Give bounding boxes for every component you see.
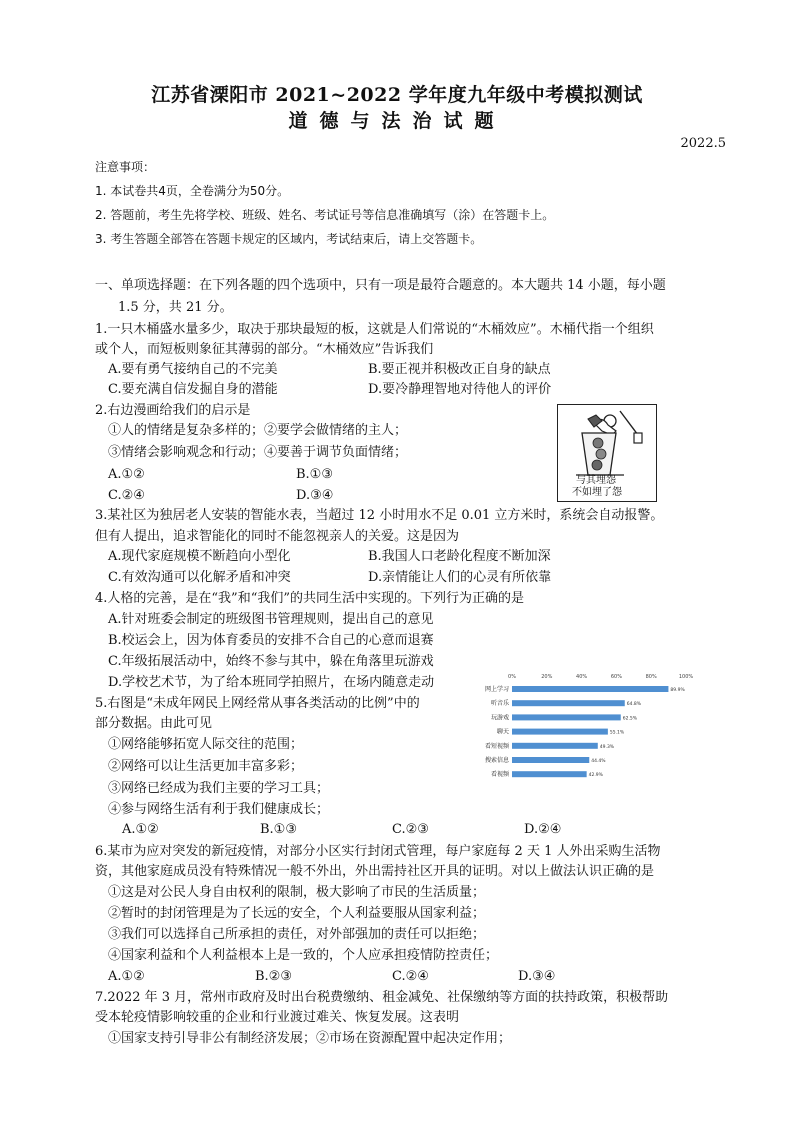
q4-option-b: B.校运会上，因为体育委员的安排不合自己的心意而退赛 (108, 633, 434, 648)
q7-stem-line1: 7.2022 年 3 月，常州市政府及时出台税费缴纳、租金减免、社保缴纳等方面的扶持政策，积极帮助 (95, 990, 669, 1005)
q1-stem-line1: 1.一只木桶盛水量多少，取决于那块最短的板，这就是人们常说的“木桶效应”。木桶代指一个组织 (95, 322, 654, 337)
q5-option-b: B.①③ (260, 822, 297, 837)
data-label: 49.3% (599, 744, 615, 750)
q5-bar-chart (476, 672, 694, 790)
data-label: 55.1% (609, 730, 625, 736)
section-heading-line1: 一、单项选择题：在下列各题的四个选项中，只有一项是最符合题意的。本大题共 14 小题，每小题 (95, 278, 666, 293)
category-label: 搜索信息 (484, 757, 509, 764)
q5-stem-line1: 5.右图是“未成年网民上网经常从事各类活动的比例”中的 (95, 696, 420, 711)
category-label: 看视频 (490, 771, 509, 779)
q6-stem-line1: 6.某市为应对突发的新冠疫情，对部分小区实行封闭式管理，每户家庭每 2 天 1 人外出采购生活物 (95, 844, 661, 859)
q5-statement-3: ③网络已经成为我们主要的学习工具； (108, 781, 330, 796)
q5-option-c: C.②③ (392, 822, 429, 837)
q2-stem: 2.右边漫画给我们的启示是 (95, 403, 251, 418)
q1-option-c: C.要充满自信发掘自身的潜能 (108, 382, 278, 397)
bar (512, 714, 621, 720)
data-label: 42.9% (588, 773, 603, 779)
q5-statement-1: ①网络能够拓宽人际交往的范围； (108, 737, 304, 752)
q2-option-b: B.①③ (296, 467, 333, 482)
q6-option-d: D.③④ (518, 969, 556, 984)
q4-option-d: D.学校艺术节，为了给本班同学拍照片，在场内随意走动 (108, 675, 435, 690)
q3-stem-line2: 但有人提出，追求智能化的同时不能忽视亲人的关爱。这是因为 (95, 529, 460, 544)
q6-option-a: A.①② (108, 969, 145, 984)
q3-option-c: C.有效沟通可以化解矛盾和冲突 (108, 570, 291, 585)
x-tick-label: 0% (508, 674, 516, 680)
q6-option-c: C.②④ (392, 969, 429, 984)
bar (512, 771, 587, 777)
cartoon-caption-2: 不如埋了怨 (572, 487, 622, 498)
q5-stem-line2: 部分数据。由此可见 (95, 716, 213, 731)
x-tick-label: 80% (645, 674, 657, 680)
q4-stem: 4.人格的完善，是在“我”和“我们”的共同生活中实现的。下列行为正确的是 (95, 591, 524, 606)
q4-option-a: A.针对班委会制定的班级图书管理规则，提出自己的意见 (108, 612, 434, 627)
q1-option-a: A.要有勇气接纳自己的不完美 (108, 362, 278, 377)
q3-option-b: B.我国人口老龄化程度不断加深 (368, 549, 551, 564)
data-label: 89.9% (670, 688, 685, 693)
x-tick-label: 60% (610, 674, 622, 680)
x-tick-label: 20% (541, 674, 553, 680)
q3-stem-line1: 3.某社区为独居老人安装的智能水表，当超过 12 小时用水不足 0.01 立方米时，系统会自动报警。 (95, 508, 664, 523)
q5-option-a: A.①② (122, 822, 159, 837)
q1-option-d: D.要冷静理智地对待他人的评价 (368, 382, 552, 397)
q1-stem-line2: 或个人，而短板则象征其薄弱的部分。“木桶效应”告诉我们 (95, 342, 434, 357)
q6-statement-2: ②暂时的封闭管理是为了长远的安全，个人利益要服从国家利益； (108, 906, 486, 921)
q4-option-c: C.年级拓展活动中，始终不参与其中，躲在角落里玩游戏 (108, 654, 434, 669)
q6-option-b: B.②③ (255, 969, 292, 984)
q1-option-b: B.要正视并积极改正自身的缺点 (368, 362, 551, 377)
category-label: 听音乐 (490, 700, 509, 708)
q6-statement-4: ④国家利益和个人利益根本上是一致的，个人应承担疫情防控责任； (108, 948, 499, 963)
q3-option-a: A.现代家庭规模不断趋向小型化 (108, 549, 291, 564)
x-tick-label: 100% (678, 674, 694, 680)
notice-heading: 注意事项： (95, 160, 156, 174)
x-tick-label: 40% (576, 674, 588, 680)
notice-item-3: 3. 考生答题全部答在答题卡规定的区域内，考试结束后，请上交答题卡。 (95, 232, 483, 246)
bar (512, 757, 589, 763)
notice-item-2: 2. 答题前，考生先将学校、班级、姓名、考试证号等信息准确填写（涂）在答题卡上。 (95, 208, 555, 222)
q6-stem-line2: 资，其他家庭成员没有特殊情况一般不外出，外出需持社区开具的证明。对以上做法认识正确的是 (95, 864, 655, 879)
q2-statement-1: ①人的情绪是复杂多样的；②要学会做情绪的主人； (108, 423, 408, 438)
exam-subtitle: 道德与法治试题 (288, 110, 506, 132)
section-heading-line2: 1.5 分，共 21 分。 (118, 300, 233, 315)
q5-option-d: D.②④ (524, 822, 562, 837)
chart-svg (476, 672, 694, 790)
data-label: 62.5% (622, 716, 638, 722)
q2-cartoon (557, 404, 657, 502)
category-label: 聊天 (496, 728, 509, 736)
q6-statement-1: ①这是对公民人身自由权利的限制，极大影响了市民的生活质量； (108, 885, 486, 900)
q2-statement-2: ③情绪会影响观念和行动；④要善于调节负面情绪； (108, 445, 408, 460)
q7-statement-1: ①国家支持引导非公有制经济发展；②市场在资源配置中起决定作用； (108, 1031, 512, 1046)
q3-option-d: D.亲情能让人们的心灵有所依靠 (368, 570, 552, 585)
q2-option-d: D.③④ (296, 488, 334, 503)
q2-option-c: C.②④ (108, 488, 145, 503)
q5-statement-4: ④参与网络生活有利于我们健康成长； (108, 802, 330, 817)
category-label: 看短视频 (484, 742, 509, 750)
q6-statement-3: ③我们可以选择自己所承担的责任，对外部强加的责任可以拒绝； (108, 927, 486, 942)
q7-stem-line2: 受本轮疫情影响较重的企业和行业渡过难关、恢复发展。这表明 (95, 1010, 460, 1025)
q2-option-a: A.①② (108, 467, 145, 482)
q5-statement-2: ②网络可以让生活更加丰富多彩； (108, 759, 304, 774)
exam-date: 2022.5 (680, 136, 726, 151)
bar (512, 729, 608, 735)
exam-title: 江苏省溧阳市 2021~2022 学年度九年级中考模拟测试 (151, 84, 643, 106)
bar (512, 686, 668, 692)
bar (512, 743, 598, 749)
cartoon-caption-1: 与其埋怨 (576, 475, 616, 486)
bar (512, 700, 625, 706)
category-label: 网上学习 (484, 686, 509, 693)
category-label: 玩游戏 (490, 714, 509, 722)
data-label: 44.4% (591, 759, 606, 764)
notice-item-1: 1. 本试卷共4页，全卷满分为50分。 (95, 184, 290, 198)
data-label: 64.8% (626, 702, 642, 708)
